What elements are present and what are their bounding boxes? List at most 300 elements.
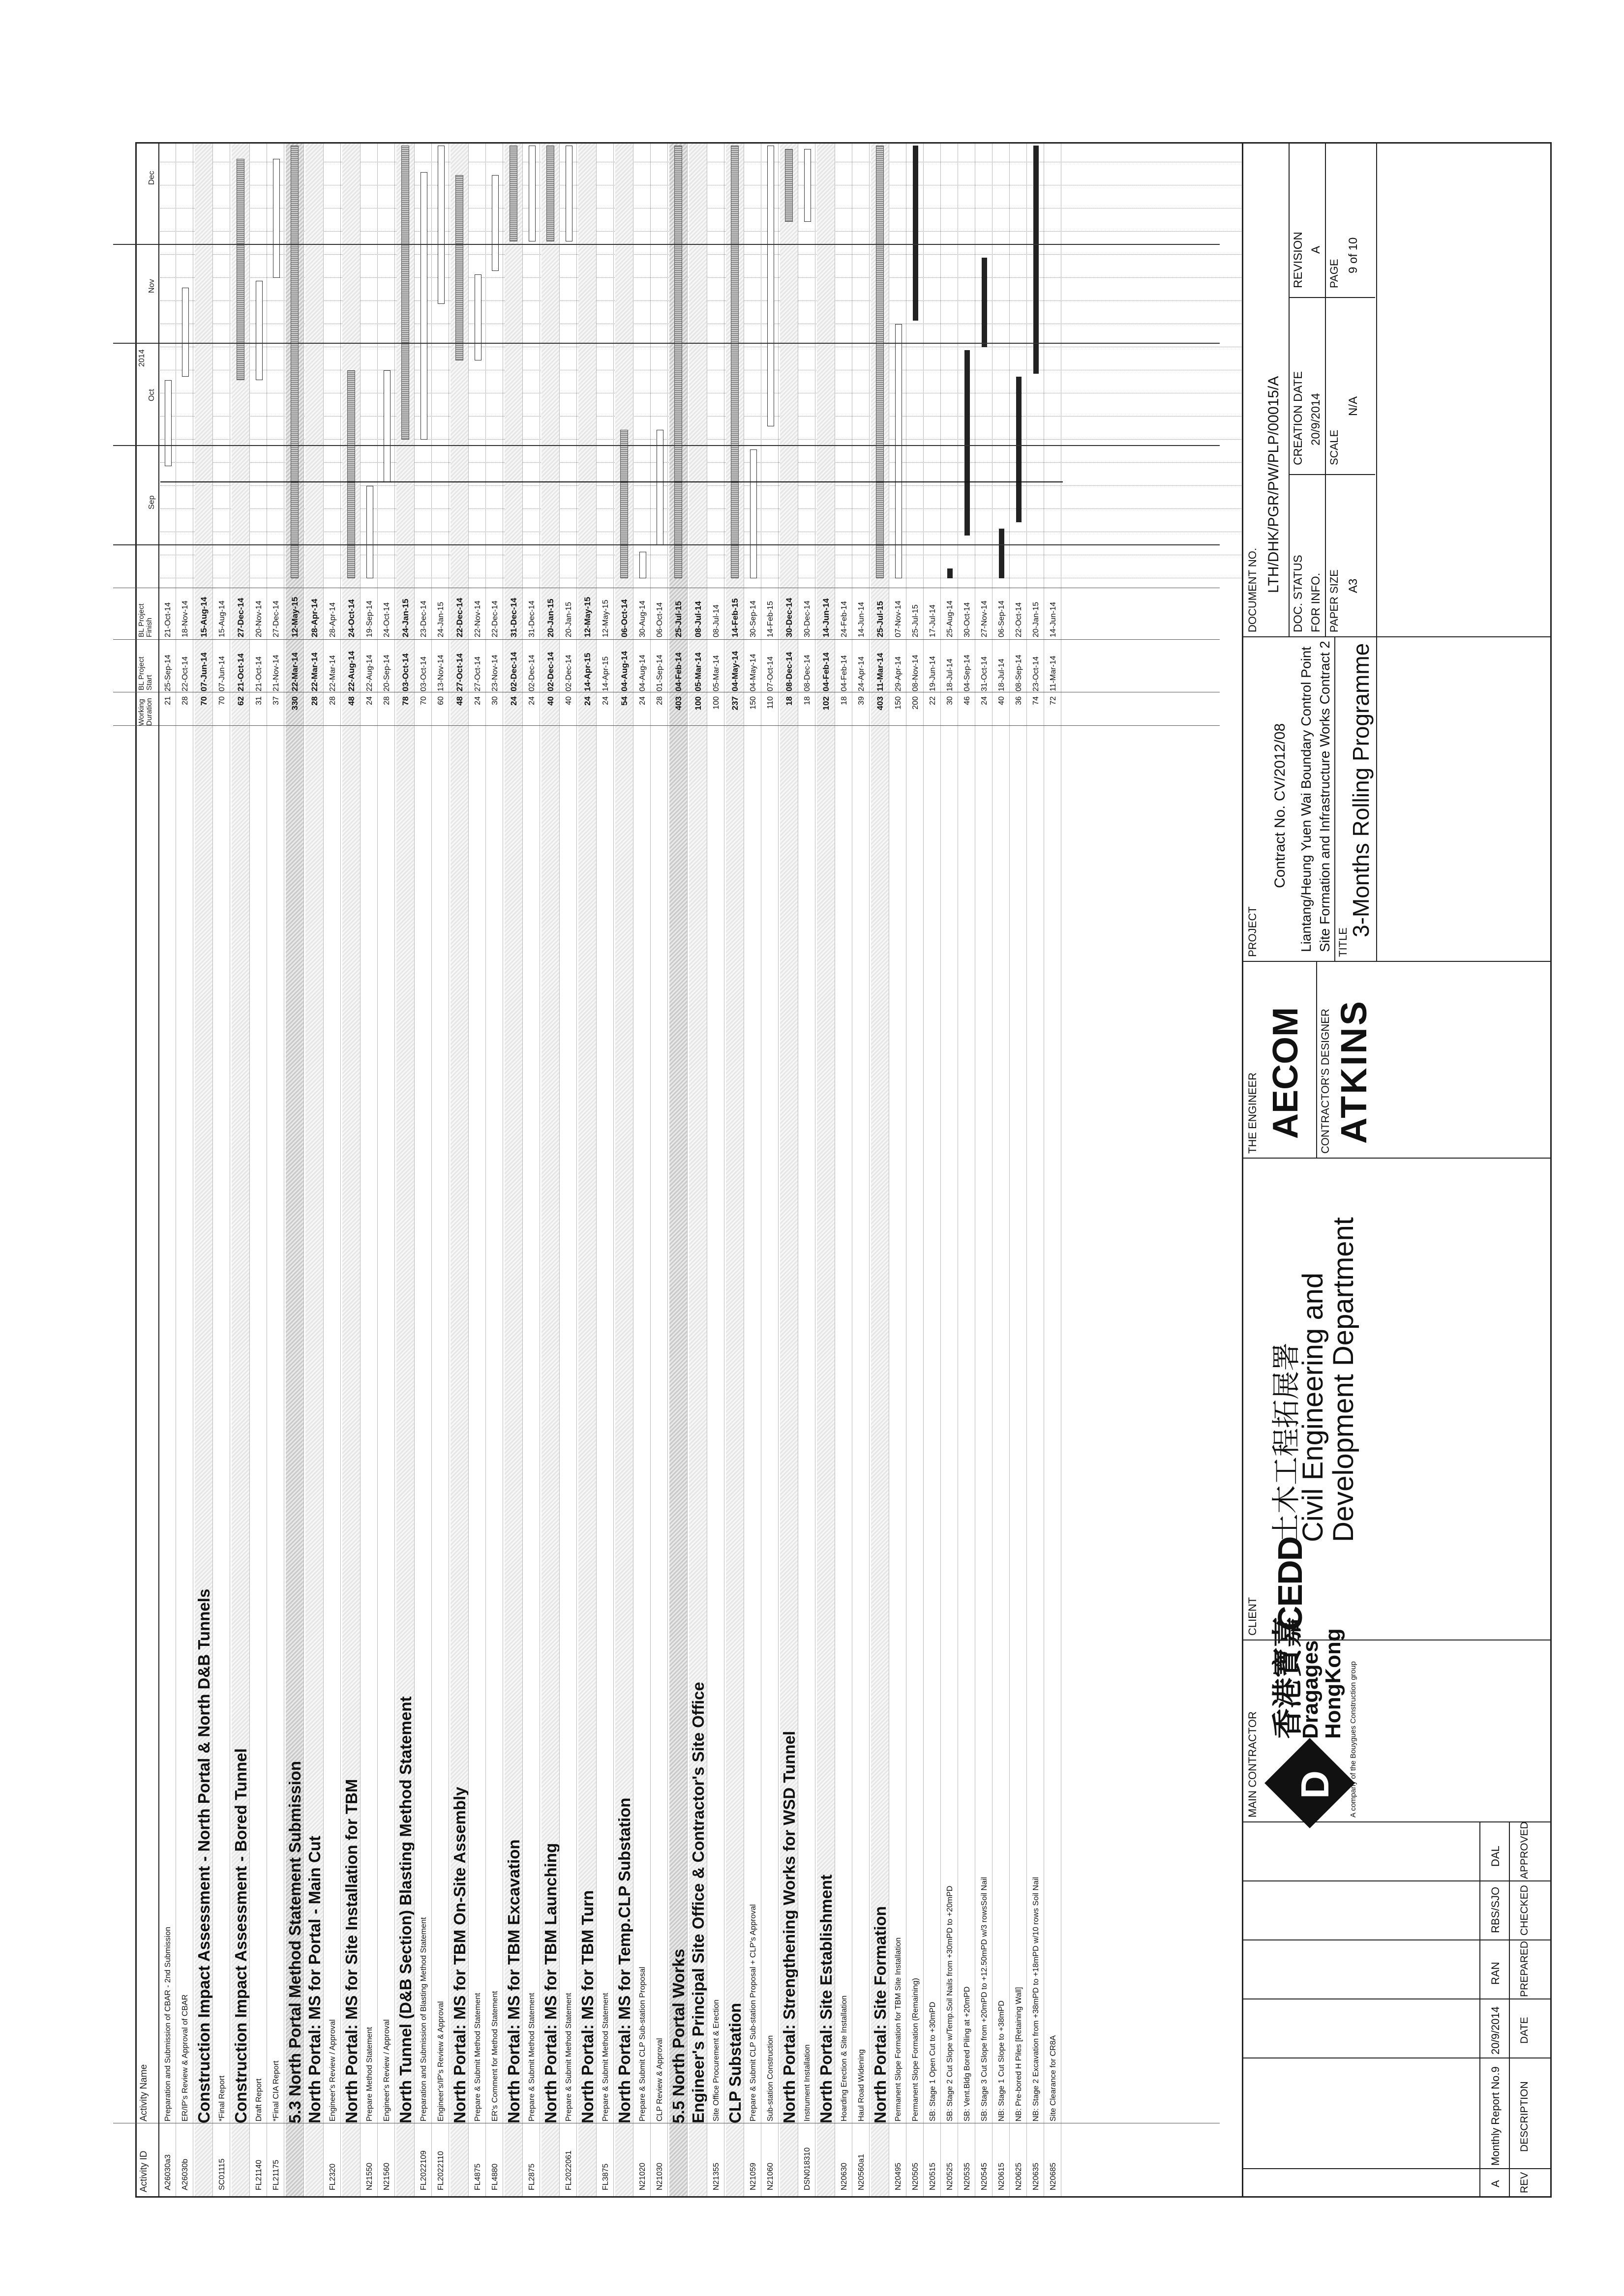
- activity-finish: 06-Oct-14: [656, 602, 664, 637]
- activity-start: 27-Oct-14: [455, 653, 464, 691]
- activity-duration: 40: [997, 696, 1006, 705]
- header-month-sep: Sep: [148, 495, 156, 509]
- activity-name: North Portal: Site Formation: [871, 1906, 889, 2123]
- activity-finish: 31-Dec-14: [509, 597, 518, 637]
- activity-id: N21550: [365, 2162, 374, 2190]
- activity-id: FL4875: [474, 2163, 482, 2190]
- activity-name: North Portal: MS for TBM Launching: [541, 1843, 560, 2123]
- activity-finish: 31-Dec-14: [528, 600, 536, 637]
- activity-duration: 18: [840, 696, 848, 705]
- activity-finish: 30-Aug-14: [638, 600, 647, 637]
- activity-bar: [750, 449, 757, 578]
- row-divider: [596, 144, 597, 2196]
- header-activity-name: Activity Name: [139, 2064, 149, 2121]
- paper-size: A3: [1347, 578, 1360, 593]
- activity-id: N20560a1: [857, 2154, 866, 2190]
- activity-row: [251, 144, 267, 2196]
- scale-label: SCALE: [1328, 429, 1340, 465]
- activity-bar: [639, 552, 646, 578]
- activity-start: 21-Nov-14: [272, 655, 280, 691]
- group-row: [726, 144, 744, 2196]
- rev-date: 20/9/2014: [1489, 2006, 1502, 2055]
- activity-start: 18-Jul-14: [946, 658, 954, 691]
- client-name-en2: Development Department: [1327, 1217, 1359, 1542]
- activity-name: Prepare Method Statement: [365, 2027, 374, 2121]
- header-month-oct: Oct: [148, 389, 156, 401]
- activity-row: [837, 144, 852, 2196]
- activity-start: 04-Aug-14: [620, 651, 629, 691]
- month-gridline: [113, 244, 1220, 245]
- activity-bar: [366, 486, 373, 578]
- cedd-logo-text: CEDD: [1271, 1537, 1309, 1631]
- activity-id: N21030: [656, 2162, 664, 2190]
- activity-start: 03-Oct-14: [401, 653, 410, 691]
- activity-row: [524, 144, 540, 2196]
- activity-duration: 31: [255, 696, 263, 705]
- activity-duration: 28: [656, 696, 664, 705]
- section-row: [669, 144, 687, 2196]
- activity-row: [800, 144, 815, 2196]
- activity-row: [746, 144, 761, 2196]
- engineer-label: THE ENGINEER: [1246, 1072, 1259, 1154]
- activity-duration: 100: [712, 696, 721, 710]
- activity-duration: 24: [509, 696, 518, 706]
- activity-start: 04-May-14: [749, 654, 757, 691]
- project-line2: Liantang/Heung Yuen Wai Boundary Control Point: [1298, 646, 1314, 952]
- activity-finish: 12-May-15: [583, 596, 592, 637]
- activity-finish: 22-Nov-14: [474, 600, 482, 637]
- activity-finish: 24-Feb-14: [840, 601, 848, 637]
- rev-header-description: DESCRIPTION: [1519, 2081, 1530, 2152]
- header-month-dec: Dec: [148, 171, 156, 185]
- activity-finish: 22-Dec-14: [455, 597, 464, 637]
- activity-start: 01-Sep-14: [656, 655, 664, 691]
- activity-id: FL21175: [272, 2160, 280, 2190]
- activity-duration: 150: [894, 696, 902, 710]
- activity-start: 08-Sep-14: [1015, 655, 1023, 691]
- activity-start: 22-Aug-14: [365, 655, 374, 691]
- activity-bar: [767, 146, 774, 426]
- activity-duration: 54: [620, 696, 629, 706]
- group-row: [342, 144, 360, 2196]
- activity-bar: [475, 274, 481, 360]
- document-no-label: DOCUMENT NO.: [1246, 548, 1259, 632]
- activity-finish: 30-Oct-14: [963, 602, 971, 637]
- dragages-logo-letter: D: [1293, 1770, 1337, 1799]
- activity-finish: 20-Jan-15: [565, 601, 573, 637]
- activity-name: CLP Review & Approval: [656, 2038, 664, 2121]
- activity-id: N20635: [1032, 2162, 1040, 2190]
- doc-status: FOR INFO.: [1309, 572, 1323, 632]
- activity-bar: [273, 159, 280, 278]
- activity-duration: 150: [749, 696, 757, 710]
- activity-name: North Portal: MS for Portal - Main Cut: [305, 1836, 324, 2123]
- activity-start: 14-Apr-15: [583, 653, 592, 691]
- activity-finish: 08-Jul-14: [712, 604, 721, 637]
- revision-table: [1243, 1822, 1550, 2196]
- activity-start: 07-Jun-14: [218, 656, 226, 691]
- row-divider: [212, 144, 213, 2196]
- row-divider: [377, 144, 378, 2196]
- activity-bar: [657, 430, 663, 545]
- activity-row: [269, 144, 284, 2196]
- row-divider: [650, 144, 651, 2196]
- activity-duration: 28: [310, 696, 319, 706]
- designer-name: ATKINS: [1333, 999, 1374, 1144]
- row-divider: [340, 144, 341, 2196]
- activity-bar: [913, 146, 918, 321]
- section-row: [286, 144, 303, 2196]
- activity-finish: 30-Dec-14: [784, 597, 794, 637]
- activity-id: FL2875: [528, 2163, 536, 2190]
- activity-id: A26030b: [181, 2158, 189, 2190]
- activity-start: 24-Apr-14: [857, 656, 866, 691]
- activity-finish: 18-Nov-14: [181, 600, 189, 637]
- activity-row: [1046, 144, 1061, 2196]
- activity-row: [470, 144, 485, 2196]
- activity-finish: 22-Oct-14: [1015, 602, 1023, 637]
- activity-duration: 200: [911, 696, 920, 710]
- activity-bar: [1016, 377, 1022, 522]
- activity-name: Site Office Procurement & Erection: [712, 1999, 721, 2121]
- summary-bar: [731, 146, 739, 578]
- activity-start: 08-Nov-14: [911, 655, 920, 691]
- activity-finish: 20-Jan-15: [1032, 601, 1040, 637]
- header-duration: Working Duration: [137, 698, 153, 726]
- rev-approved: DAL: [1489, 1846, 1502, 1867]
- activity-finish: 12-May-15: [601, 599, 610, 637]
- activity-name: *Final Report: [218, 2075, 226, 2121]
- row-divider: [1026, 144, 1027, 2196]
- activity-name: North Portal: Site Establishment: [817, 1874, 835, 2123]
- group-row: [451, 144, 468, 2196]
- activity-finish: 08-Jul-14: [693, 601, 703, 637]
- client-label: CLIENT: [1246, 1597, 1259, 1636]
- title-label: TITLE: [1337, 927, 1349, 957]
- activity-start: 02-Dec-14: [565, 655, 573, 691]
- row-divider: [522, 144, 523, 2196]
- header-activity-id: Activity ID: [139, 2150, 149, 2192]
- activity-duration: 62: [236, 696, 245, 706]
- activity-start: 29-Apr-14: [894, 656, 902, 691]
- activity-finish: 21-Oct-14: [164, 602, 172, 637]
- rev-description: Monthly Report No.9: [1489, 2066, 1502, 2166]
- activity-row: [1028, 144, 1044, 2196]
- activity-start: 18-Jul-14: [997, 658, 1006, 691]
- row-divider: [869, 144, 870, 2196]
- activity-row: [854, 144, 869, 2196]
- engineer-name: AECOM: [1266, 1007, 1305, 1139]
- activity-start: 25-Sep-14: [164, 655, 172, 691]
- activity-id: FL2022110: [437, 2151, 445, 2190]
- activity-start: 23-Oct-14: [1032, 656, 1040, 691]
- activity-id: DSN018310: [803, 2147, 812, 2190]
- activity-duration: 46: [963, 696, 971, 705]
- activity-row: [652, 144, 667, 2196]
- group-row: [817, 144, 835, 2196]
- activity-duration: 21: [164, 696, 172, 705]
- activity-bar: [964, 351, 970, 536]
- activity-duration: 24: [365, 696, 374, 705]
- activity-start: 08-Dec-14: [784, 652, 794, 691]
- rev-checked: RBS/SJO: [1489, 1886, 1502, 1933]
- activity-name: NB: Pre-bored H Piles [Retaining Wall]: [1015, 1987, 1023, 2121]
- activity-start: 07-Oct-14: [766, 656, 775, 691]
- activity-bar: [947, 568, 953, 578]
- activity-row: [178, 144, 193, 2196]
- activity-rows: [160, 144, 1242, 2196]
- activity-finish: 14-Jun-14: [857, 601, 866, 637]
- activity-start: 07-Jun-14: [199, 652, 209, 691]
- activity-row: [709, 144, 724, 2196]
- activity-finish: 12-May-15: [290, 596, 300, 637]
- activity-finish: 25-Jul-15: [911, 604, 920, 637]
- activity-duration: 24: [601, 696, 610, 705]
- activity-row: [635, 144, 650, 2196]
- activity-duration: 40: [546, 696, 555, 706]
- activity-start: 20-Sep-14: [383, 655, 391, 691]
- activity-finish: 25-Aug-14: [946, 600, 954, 637]
- activity-duration: 24: [583, 696, 592, 706]
- activity-start: 04-Feb-14: [821, 652, 831, 691]
- summary-bar: [674, 146, 682, 578]
- activity-finish: 28-Apr-14: [329, 602, 337, 637]
- activity-row: [1011, 144, 1026, 2196]
- activity-finish: 14-Jun-14: [821, 598, 831, 637]
- activity-start: 22-Aug-14: [347, 651, 356, 691]
- activity-name: Permanent Slope Formation for TBM Site Installation: [894, 1937, 902, 2121]
- document-no: LTH/DHK/PGR/PW/PLP/00015/A: [1265, 376, 1282, 593]
- activity-row: [942, 144, 958, 2196]
- activity-name: Engineer's Review / Approval: [329, 2019, 337, 2121]
- activity-finish: 19-Sep-14: [365, 600, 374, 637]
- activity-name: North Portal: MS for TBM Excavation: [505, 1839, 523, 2123]
- activity-id: N21059: [749, 2162, 757, 2190]
- activity-start: 22-Mar-14: [290, 652, 300, 691]
- activity-finish: 15-Aug-14: [218, 600, 226, 637]
- activity-finish: 27-Dec-14: [236, 597, 245, 637]
- activity-start: 22-Oct-14: [181, 656, 189, 691]
- activity-name: SB: Stage 3 Cut Slope from +20mPD to +12.50mPD w/3 rowsSoil Nail: [980, 1877, 989, 2121]
- row-divider: [923, 144, 924, 2196]
- activity-bar: [421, 172, 427, 440]
- row-divider: [778, 144, 779, 2196]
- activity-id: FL4880: [491, 2163, 499, 2190]
- activity-bar: [165, 380, 172, 466]
- activity-row: [561, 144, 576, 2196]
- activity-duration: 48: [455, 696, 464, 706]
- activity-bar: [492, 175, 499, 271]
- activity-finish: 24-Jan-15: [401, 598, 410, 637]
- activity-start: 22-Mar-14: [329, 655, 337, 691]
- activity-name: Engineer's Review / Approval: [383, 2019, 391, 2121]
- activity-finish: 06-Sep-14: [997, 600, 1006, 637]
- activity-name: SB: Stage 1 Open Cut to +30mPD: [929, 2001, 937, 2121]
- activity-start: 19-Jun-14: [929, 656, 937, 691]
- row-divider: [431, 144, 432, 2196]
- row-divider: [303, 144, 304, 2196]
- main-contractor-label: MAIN CONTRACTOR: [1246, 1711, 1259, 1818]
- activity-row: [416, 144, 431, 2196]
- activity-start: 11-Mar-14: [1049, 656, 1057, 691]
- activity-id: N21020: [638, 2162, 647, 2190]
- activity-finish: 20-Jan-15: [546, 598, 555, 637]
- activity-name: North Portal: Strengthening Works for WSD Tunnel: [780, 1730, 798, 2123]
- row-divider: [394, 144, 395, 2196]
- activity-row: [598, 144, 613, 2196]
- summary-bar: [785, 149, 793, 222]
- revision-value: A: [1309, 245, 1323, 254]
- activity-id: FL2022061: [565, 2150, 573, 2190]
- activity-bar: [182, 288, 189, 377]
- activity-finish: 14-Feb-15: [766, 601, 775, 637]
- activity-row: [487, 144, 503, 2196]
- activity-id: N20625: [1015, 2162, 1023, 2190]
- page-value: 9 of 10: [1347, 237, 1360, 273]
- activity-id: N20535: [963, 2162, 971, 2190]
- activity-name: Construction Impact Assessment - Bored Tunnel: [232, 1748, 250, 2123]
- paper-size-label: PAPER SIZE: [1328, 569, 1340, 632]
- activity-name: Construction Impact Assessment - North Portal & North D&B Tunnels: [195, 1588, 213, 2123]
- rev-header-checked: CHECKED: [1519, 1885, 1530, 1936]
- activity-name: Prepare & Submit CLP Sub-station Proposal: [638, 1967, 647, 2121]
- activity-finish: 24-Jan-15: [437, 601, 445, 637]
- activity-row: [908, 144, 923, 2196]
- activity-bar: [999, 529, 1004, 578]
- drawing-title: 3-Months Rolling Programme: [1348, 643, 1374, 937]
- activity-duration: 110: [766, 696, 775, 709]
- header-finish: BL Project Finish: [137, 603, 153, 637]
- activity-duration: 70: [218, 696, 226, 705]
- summary-bar: [620, 430, 628, 578]
- row-divider: [576, 144, 577, 2196]
- row-divider: [249, 144, 250, 2196]
- activity-name: Permanent Slope Formation (Remaining): [911, 1978, 920, 2121]
- activity-row: [891, 144, 906, 2196]
- group-row: [195, 144, 212, 2196]
- activity-duration: 30: [946, 696, 954, 705]
- group-row: [578, 144, 596, 2196]
- row-divider: [468, 144, 469, 2196]
- header-divider: [158, 144, 159, 2196]
- activity-row: [214, 144, 230, 2196]
- activity-name: Site Clearance for CR8A: [1049, 2035, 1057, 2121]
- activity-duration: 28: [383, 696, 391, 705]
- row-divider: [687, 144, 688, 2196]
- doc-status-label: DOC. STATUS: [1292, 555, 1305, 632]
- activity-duration: 24: [980, 696, 989, 705]
- activity-name: North Portal: MS for TBM On-Site Assembly: [451, 1787, 469, 2123]
- activity-duration: 36: [1015, 696, 1023, 705]
- activity-name: Haul Road Widening: [857, 2049, 866, 2121]
- activity-name: Prepare & Submit CLP Sub-station Proposal + CLP's Approval: [749, 1904, 757, 2121]
- activity-id: FL2320: [329, 2163, 337, 2190]
- rev-header-rev: REV: [1519, 2172, 1530, 2193]
- row-divider: [414, 144, 415, 2196]
- activity-name: ER's Comment for Method Statement: [491, 1991, 499, 2121]
- row-divider: [360, 144, 361, 2196]
- data-date-line: [160, 481, 1063, 482]
- activity-duration: 30: [491, 696, 499, 705]
- activity-name: North Portal: MS for Temp.CLP Substation: [615, 1797, 633, 2123]
- summary-bar: [291, 146, 299, 578]
- activity-duration: 40: [565, 696, 573, 705]
- project-label: PROJECT: [1246, 906, 1259, 957]
- activity-start: 22-Mar-14: [310, 652, 319, 691]
- activity-duration: 70: [420, 696, 428, 705]
- activity-bar: [895, 324, 902, 578]
- activity-duration: 37: [272, 696, 280, 705]
- activity-finish: 15-Aug-14: [199, 596, 209, 637]
- activity-bar: [1033, 146, 1039, 374]
- activity-id: N20630: [840, 2162, 848, 2190]
- activity-name: North Portal: MS for Site Installation for TBM: [342, 1779, 361, 2123]
- activity-finish: 27-Dec-14: [272, 600, 280, 637]
- activity-start: 31-Oct-14: [980, 656, 989, 691]
- summary-bar: [455, 175, 463, 360]
- activity-row: [960, 144, 975, 2196]
- page-label: PAGE: [1328, 259, 1340, 288]
- month-gridline: [113, 544, 1220, 545]
- activity-name: Preparation and Submission of CBAR - 2nd Submission: [164, 1927, 172, 2121]
- activity-finish: 30-Sep-14: [749, 600, 757, 637]
- activity-row: [379, 144, 394, 2196]
- activity-duration: 70: [199, 696, 209, 706]
- group-row: [871, 144, 889, 2196]
- designer-label: CONTRACTOR'S DESIGNER: [1319, 1009, 1331, 1154]
- row-divider: [485, 144, 486, 2196]
- activity-finish: 27-Nov-14: [980, 600, 989, 637]
- activity-name: SB: Vent.Bldg Bored Piling at +20mPD: [963, 1986, 971, 2121]
- activity-bar: [566, 146, 572, 241]
- group-row: [689, 144, 707, 2196]
- row-divider: [559, 144, 560, 2196]
- title-block: [1242, 142, 1552, 2198]
- activity-start: 21-Oct-14: [236, 653, 245, 691]
- activity-name: Preparation and Submission of Blasting Method Statement: [420, 1917, 428, 2121]
- activity-finish: 22-Dec-14: [491, 600, 499, 637]
- activity-row: [925, 144, 940, 2196]
- activity-start: 04-May-14: [730, 651, 740, 691]
- activity-finish: 23-Dec-14: [420, 600, 428, 637]
- group-row: [396, 144, 414, 2196]
- client-name-en1: Civil Engineering and: [1297, 1272, 1329, 1542]
- header-start: BL Project Start: [137, 656, 153, 690]
- activity-name: Prepare & Submit Method Statement: [601, 1993, 610, 2121]
- activity-name: Prepare & Submit Method Statement: [474, 1993, 482, 2121]
- activity-name: CLP Substation: [726, 2002, 744, 2123]
- activity-id: N21355: [712, 2162, 721, 2190]
- activity-row: [160, 144, 176, 2196]
- group-row: [780, 144, 798, 2196]
- activity-id: A26030a3: [164, 2154, 172, 2190]
- activity-id: N20545: [980, 2162, 989, 2190]
- activity-duration: 72: [1049, 696, 1057, 705]
- column-separator: [113, 639, 1220, 640]
- activity-id: N20525: [946, 2162, 954, 2190]
- activity-start: 14-Apr-15: [601, 656, 610, 691]
- header-month-nov: Nov: [148, 279, 156, 293]
- contractor-name-en2: HongKong: [1321, 1628, 1345, 1739]
- activity-start: 13-Nov-14: [437, 655, 445, 691]
- revision-label: REVISION: [1292, 232, 1305, 288]
- activity-name: SB: Stage 2 Cut Slope w/Temp.Soil Nails from +30mPD to +20mPD: [946, 1885, 954, 2121]
- summary-bar: [347, 370, 355, 578]
- activity-name: Prepare & Submit Method Statement: [528, 1993, 536, 2121]
- contractor-name-cn: 香港寶嘉: [1271, 1616, 1305, 1739]
- activity-id: FL2022109: [420, 2150, 428, 2190]
- activity-start: 04-Sep-14: [963, 655, 971, 691]
